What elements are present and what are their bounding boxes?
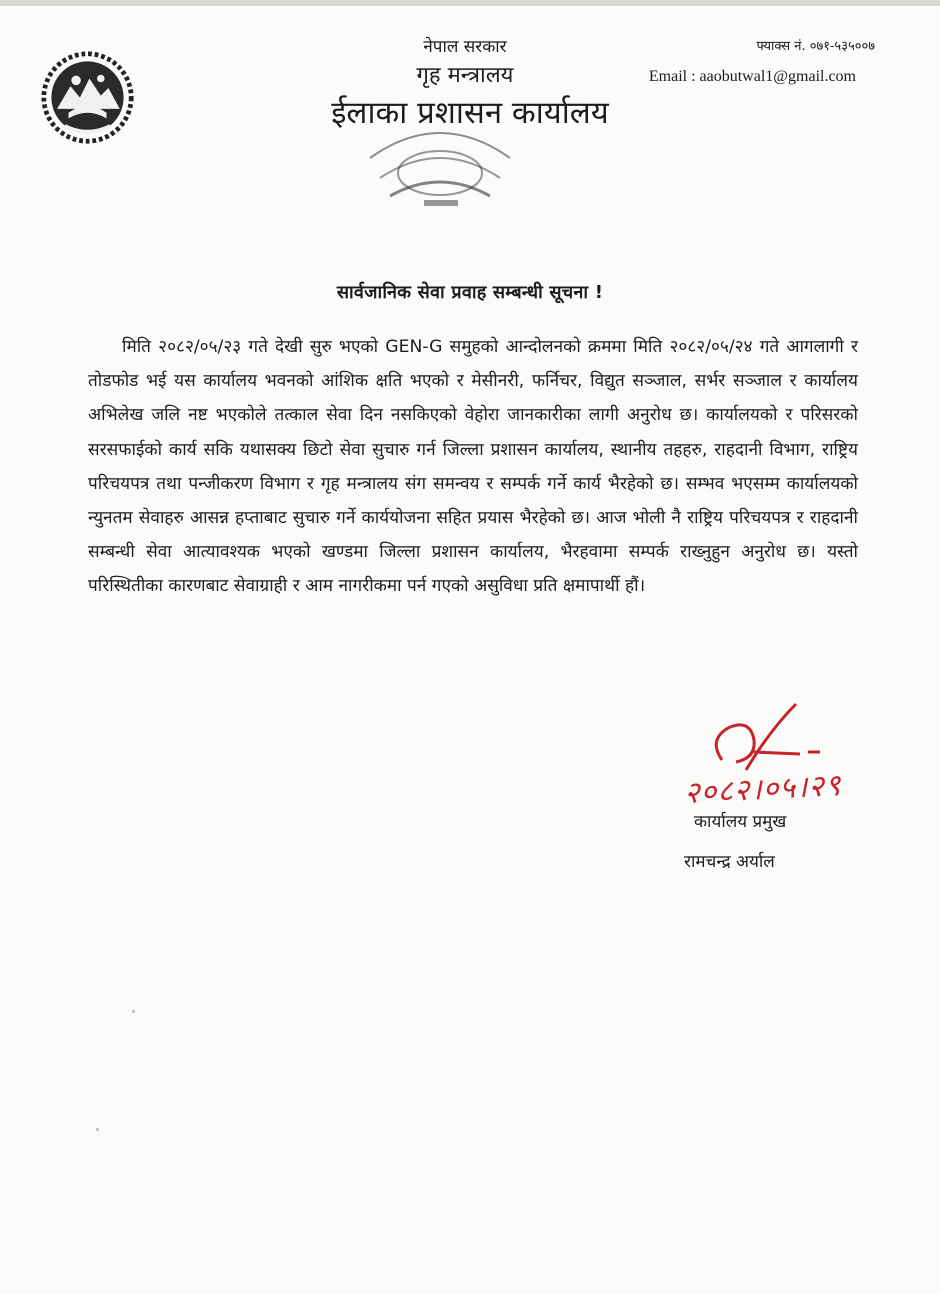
scan-speck [96,1128,99,1131]
email-address: aaobutwal1@gmail.com [699,68,856,85]
email-label: Email : [648,68,696,85]
scan-edge [0,0,940,6]
notice-body: मिति २०८२/०५/२३ गते देखी सुरु भएको GEN-G समुहको आन्दोलनको क्रममा मिति २०८२/०५/२४ गते आगलागी र तोडफोड भई यस कार्यालय भवनको आंशिक क्षति भएको र मेसीनरी, फर्निचर, विद्युत सञ्जाल, सर्भर सञ्जाल र कार्यालय अभिलेख जलि नष्ट भएकोले तत्काल सेवा दिन नसकिएको वेहोरा जानकारीका लागी अनुरोध छ। कार्यालयको र परिसरको सरसफाईको कार्य सकि यथासक्य छिटो सेवा सुचारु गर्न जिल्ला प्रशासन कार्यालय, स्थानीय तहहरु, राहदानी विभाग, राष्ट्रिय परिचयपत्र तथा पन्जीकरण विभाग र गृह मन्त्रालय संग समन्वय र सम्पर्क गर्ने कार्य भैरहेको छ। सम्भव भएसम्म कार्यालयको न्युनतम सेवाहरु आसन्न हप्ताबाट सुचारु गर्ने कार्ययोजना सहित प्रयास भैरहेको छ। आज भोली नै राष्ट्रिय परिचयपत्र र राहदानी सम्बन्धी सेवा आत्यावश्यक भएको खण्डमा जिल्ला प्रशासन कार्यालय, भैरहवामा सम्पर्क राख्नुहुन अनुरोध छ। यस्तो परिस्थितीका कारणबाट सेवाग्राही र आम नागरीकमा पर्न गएको असुविधा प्रति क्षमापार्थी हौं। [88,337,858,597]
office-name: ईलाका प्रशासन कार्यालय [331,95,609,131]
ministry-name: गृह मन्त्रालय [416,63,514,88]
nepal-emblem-icon [40,50,135,145]
scan-speck [132,1010,135,1013]
signatory-name: रामचन्द्र अर्याल [684,852,775,872]
office-stamp [360,118,520,218]
fax-number: फ्याक्स नं. ०७१-५३५००७ [756,39,875,54]
government-name: नेपाल सरकार [423,37,507,57]
signatory-role: कार्यालय प्रमुख [694,812,787,832]
contact-block [630,38,920,88]
signature-date: २०८२।०५।२९ [683,767,843,812]
notice-title: सार्वजानिक सेवा प्रवाह सम्बन्धी सूचना ! [336,282,604,303]
email-line [630,66,856,88]
